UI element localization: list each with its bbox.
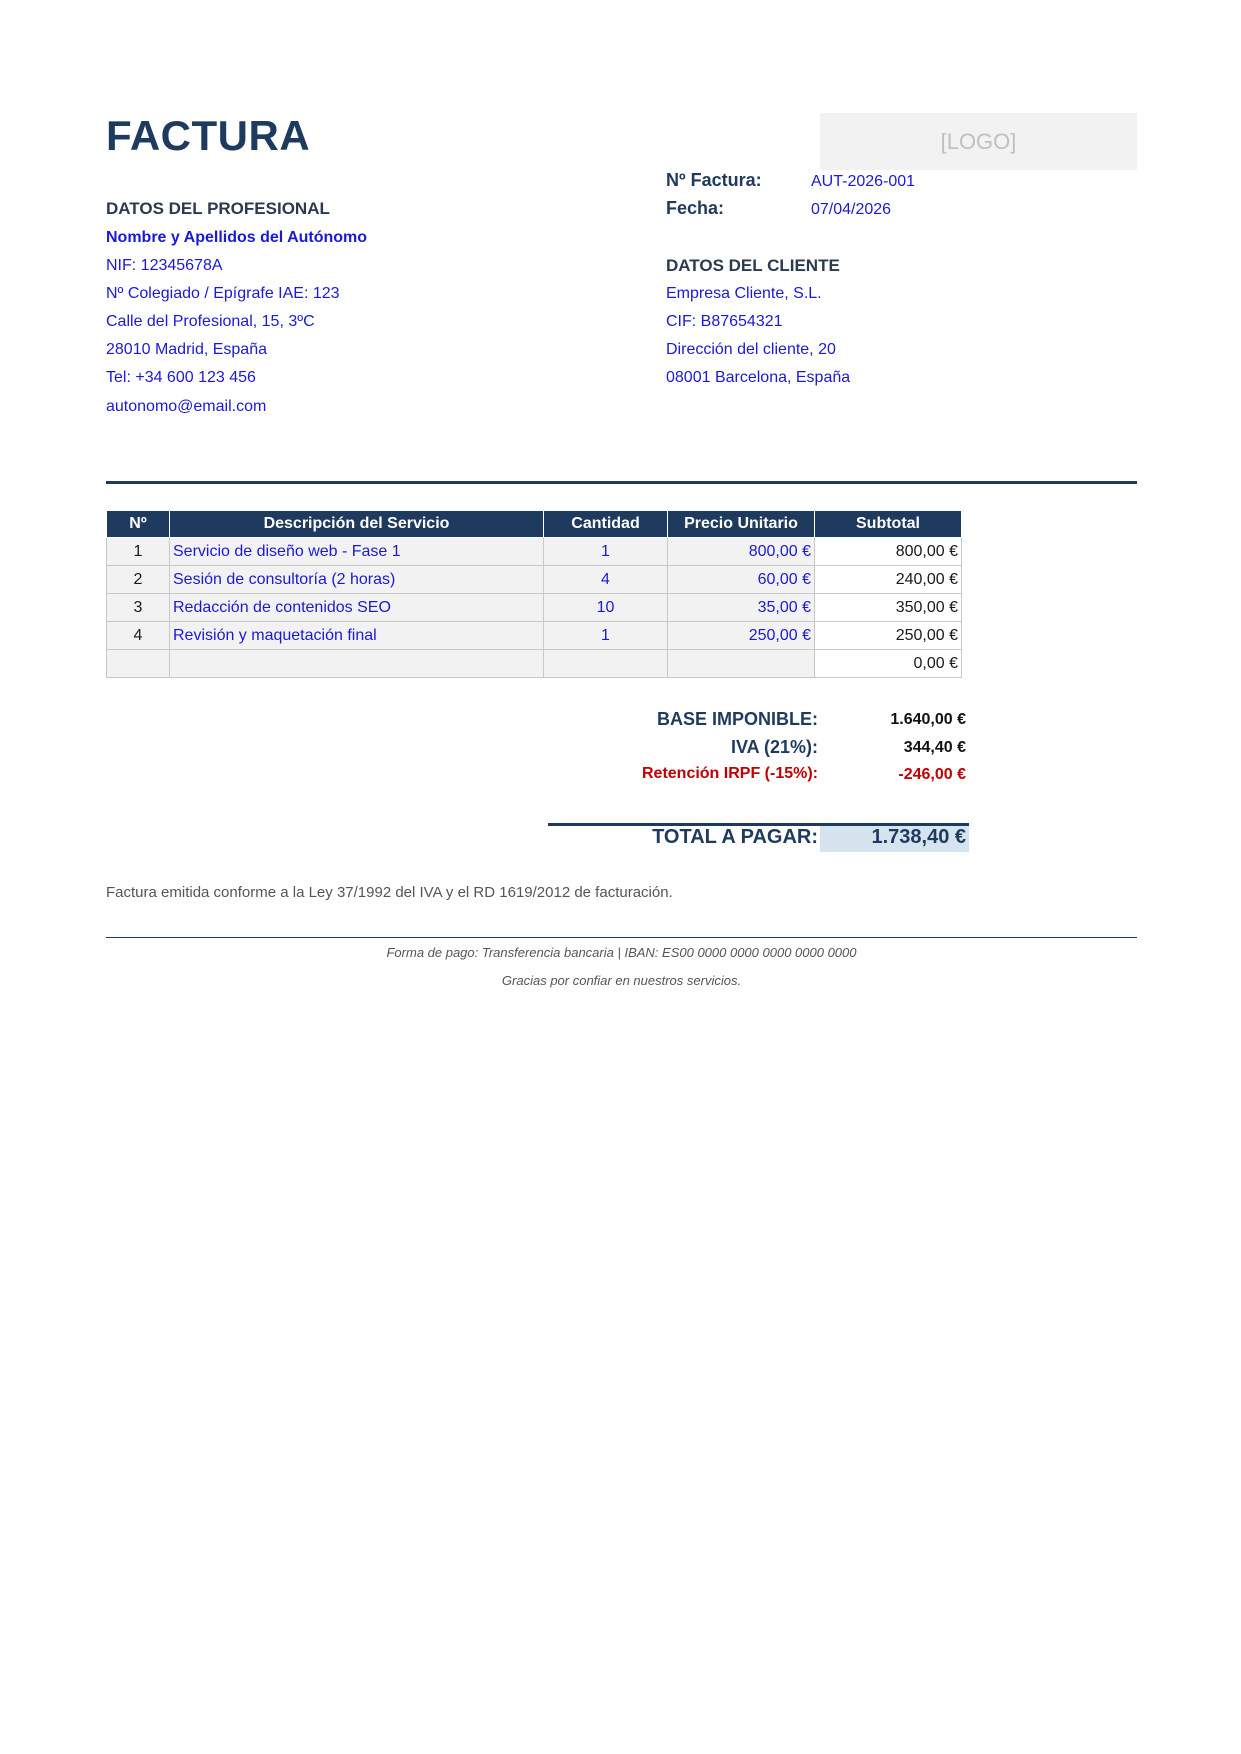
- row-unit-price[interactable]: 250,00 €: [668, 622, 815, 650]
- professional-address: Calle del Profesional, 15, 3ºC: [106, 313, 315, 330]
- invoice-title: FACTURA: [106, 112, 311, 159]
- row-subtotal: 800,00 €: [815, 538, 962, 566]
- table-row: [107, 622, 962, 650]
- table-row-empty: [107, 650, 962, 678]
- header-subtotal: Subtotal: [815, 511, 962, 538]
- row-description[interactable]: Redacción de contenidos SEO: [170, 594, 544, 622]
- client-cif: CIF: B87654321: [666, 313, 783, 330]
- row-quantity[interactable]: 4: [544, 566, 668, 594]
- professional-name: Nombre y Apellidos del Autónomo: [106, 229, 368, 246]
- professional-email[interactable]: autonomo@email.com: [106, 398, 267, 415]
- irpf-value: -246,00 €: [898, 766, 966, 783]
- row-unit-price[interactable]: 800,00 €: [668, 538, 815, 566]
- client-name: Empresa Cliente, S.L.: [666, 285, 822, 302]
- row-unit-price[interactable]: [668, 650, 815, 678]
- payment-info: Forma de pago: Transferencia bancaria | IBAN: ES00 0000 0000 0000 0000 0000: [386, 945, 857, 960]
- base-imponible-value: 1.640,00 €: [890, 711, 966, 728]
- row-quantity[interactable]: 1: [544, 622, 668, 650]
- client-heading: DATOS DEL CLIENTE: [666, 256, 840, 275]
- table-row: [107, 594, 962, 622]
- header-quantity: Cantidad: [544, 511, 668, 538]
- thanks-note: Gracias por confiar en nuestros servicios.: [501, 973, 742, 988]
- base-imponible-label: BASE IMPONIBLE:: [656, 709, 818, 729]
- row-subtotal: 250,00 €: [815, 622, 962, 650]
- row-subtotal: 240,00 €: [815, 566, 962, 594]
- total-label: TOTAL A PAGAR:: [652, 826, 818, 848]
- total-value: 1.738,40 €: [871, 826, 966, 848]
- client-city: 08001 Barcelona, España: [666, 369, 851, 386]
- row-num: 4: [107, 622, 170, 650]
- row-description[interactable]: Sesión de consultoría (2 horas): [170, 566, 544, 594]
- professional-city: 28010 Madrid, España: [106, 341, 267, 358]
- row-description[interactable]: [170, 650, 544, 678]
- client-address: Dirección del cliente, 20: [666, 341, 836, 358]
- header-num: Nº: [107, 511, 170, 538]
- row-num: 2: [107, 566, 170, 594]
- row-num: 1: [107, 538, 170, 566]
- irpf-label: Retención IRPF (-15%):: [641, 765, 818, 782]
- legal-note: Factura emitida conforme a la Ley 37/1992 del IVA y el RD 1619/2012 de facturación.: [106, 884, 673, 901]
- invoice-number-value: AUT-2026-001: [811, 173, 916, 190]
- logo-placeholder: [820, 113, 1137, 170]
- iva-label: IVA (21%):: [730, 737, 818, 757]
- professional-nif: NIF: 12345678A: [106, 257, 223, 274]
- row-quantity[interactable]: [544, 650, 668, 678]
- header-unit-price: Precio Unitario: [668, 511, 815, 538]
- row-description[interactable]: Revisión y maquetación final: [170, 622, 544, 650]
- invoice-number-label: Nº Factura:: [666, 170, 762, 190]
- table-row: [107, 566, 962, 594]
- row-subtotal: 0,00 €: [815, 650, 962, 678]
- row-subtotal: 350,00 €: [815, 594, 962, 622]
- professional-phone: Tel: +34 600 123 456: [106, 369, 256, 386]
- logo-placeholder-text: [LOGO]: [940, 128, 1017, 154]
- footer-divider: [106, 937, 1137, 938]
- invoice-date-value: 07/04/2026: [811, 201, 892, 218]
- iva-value: 344,40 €: [903, 739, 966, 756]
- table-header-row: [107, 511, 962, 538]
- row-num: [107, 650, 170, 678]
- row-quantity[interactable]: 10: [544, 594, 668, 622]
- row-num: 3: [107, 594, 170, 622]
- header-description: Descripción del Servicio: [170, 511, 544, 538]
- table-row: [107, 538, 962, 566]
- items-table: [106, 510, 962, 678]
- professional-colegiado: Nº Colegiado / Epígrafe IAE: 123: [106, 285, 340, 302]
- row-description[interactable]: Servicio de diseño web - Fase 1: [170, 538, 544, 566]
- row-unit-price[interactable]: 60,00 €: [668, 566, 815, 594]
- row-quantity[interactable]: 1: [544, 538, 668, 566]
- section-divider: [106, 481, 1137, 484]
- invoice-date-label: Fecha:: [666, 198, 725, 218]
- professional-heading: DATOS DEL PROFESIONAL: [106, 199, 330, 218]
- row-unit-price[interactable]: 35,00 €: [668, 594, 815, 622]
